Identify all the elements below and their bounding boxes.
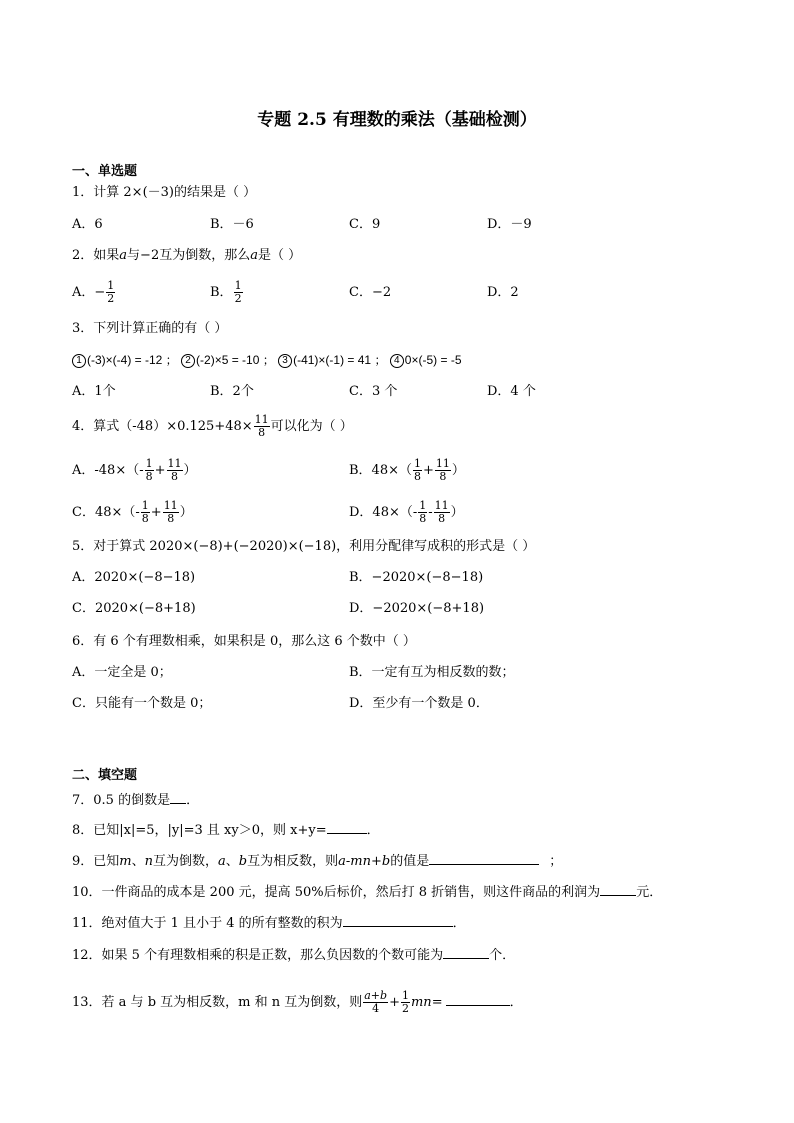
fraction-denominator: 8: [167, 512, 175, 525]
q13-text: 13．若 a 与 b 互为相反数，m 和 n 互为倒数，则: [72, 995, 363, 1010]
fraction: [141, 500, 150, 525]
q7-text: 7．0.5 的倒数是: [72, 793, 171, 808]
q5-option-b: B．−2020×(−8−18): [349, 570, 484, 585]
q13-plus: +: [389, 995, 400, 1010]
q9-text-mid1: 互为倒数，: [153, 854, 219, 869]
q5-option-d: D．−2020×(−8+18): [349, 601, 485, 616]
fraction: [418, 500, 427, 525]
q10: [72, 882, 662, 902]
q9-text-pre: 9．已知: [72, 854, 120, 869]
q10-end: 元．: [636, 885, 663, 900]
fraction-denominator: 4: [372, 1002, 380, 1015]
q2-stem-post: 是（ ）: [257, 248, 302, 263]
q6-option-a: A．一定全是 0；: [72, 665, 172, 680]
fraction-denominator: 2: [401, 1002, 409, 1015]
q13-fraction-half: [401, 990, 410, 1015]
q5-stem: 5．对于算式 2020×(−8)+(−2020)×(−18)，利用分配律写成积的形式是（ ）: [72, 539, 536, 554]
fraction-denominator: 8: [419, 512, 427, 525]
fraction: [413, 458, 422, 483]
q8-text: 8．已知|x|=5，|y|=3 且 xy＞0，则 x+y=: [72, 823, 327, 838]
q3-option-a: A．1个: [72, 384, 116, 399]
q12-text: 12．如果 5 个有理数相乘的积是正数，那么负因数的个数可能为: [72, 948, 444, 963]
q8-end: ．: [366, 823, 380, 838]
section-heading-single-choice: 一、单选题: [72, 164, 138, 179]
q1-stem: 1．计算 2×(－3)的结果是（ ）: [72, 185, 257, 200]
q2-var-a: a: [119, 248, 128, 263]
q12-end: 个．: [489, 948, 516, 963]
q1-option-a: A．6: [72, 217, 103, 232]
q13-mn: mn: [410, 995, 432, 1010]
q4-option-d-pre: D．48×（-: [349, 505, 418, 520]
q4-option-c-pre: C．48×（-: [72, 505, 140, 520]
q9-text-mid2: 互为相反数，则: [247, 854, 339, 869]
q4-option-d-post: ）: [450, 505, 464, 520]
q2-option-a-fraction: [106, 280, 115, 305]
q11: [72, 913, 466, 933]
circled-number-1: 1: [72, 354, 86, 368]
circled-number-4: 4: [390, 354, 404, 368]
q11-end: ．: [452, 916, 466, 931]
q4-option-b-pre: B．48×（: [349, 463, 412, 478]
q7: [72, 790, 199, 810]
page-title: 专题 2.5 有理数的乘法（基础检测）: [257, 110, 537, 130]
q10-answer-blank[interactable]: [600, 882, 636, 896]
fraction-denominator: 2: [107, 292, 115, 305]
q7-answer-blank[interactable]: [170, 790, 186, 804]
q3-expression-2: (-2)×5 = -10 ；: [196, 353, 275, 367]
q1-option-b: B．－6: [210, 217, 254, 232]
fraction-numerator: 1: [401, 989, 409, 1002]
q3-expression-1: (-3)×(-4) = -12 ；: [87, 353, 178, 367]
q8-answer-blank[interactable]: [327, 820, 367, 834]
fraction-numerator: 11: [254, 413, 269, 426]
q2-option-c: C．−2: [349, 285, 392, 300]
fraction-numerator: 1: [141, 499, 149, 512]
q6-option-c: C．只能有一个数是 0；: [72, 696, 212, 711]
fraction-denominator: 8: [439, 470, 447, 483]
q13-answer-blank[interactable]: [446, 992, 510, 1006]
fraction-denominator: 8: [171, 470, 179, 483]
q4-stem-post: 可以化为（ ）: [270, 419, 353, 434]
q2-stem-mid: 与−2互为倒数，那么: [127, 248, 251, 263]
q13-fraction-a-plus-b: [363, 990, 388, 1015]
q3-option-d: D．4 个: [487, 384, 536, 399]
q3-expression-4: 0×(-5) = -5: [404, 353, 462, 367]
q6-stem: 6．有 6 个有理数相乘，如果积是 0，那么这 6 个数中（ ）: [72, 634, 416, 649]
q9-var-a: a: [218, 854, 226, 869]
q7-end: ．: [186, 793, 200, 808]
q4-option-b-sep: +: [423, 463, 434, 478]
fraction-denominator: 8: [258, 426, 266, 439]
q9-answer-blank[interactable]: [429, 851, 539, 865]
fraction-denominator: 8: [414, 470, 421, 483]
fraction-numerator: 11: [167, 457, 182, 470]
q6-option-b: B．一定有互为相反数的数；: [349, 665, 515, 680]
fraction-numerator: 11: [434, 499, 449, 512]
q4-option-a-pre: A．-48×（-: [72, 463, 144, 478]
fraction-denominator: 8: [141, 512, 149, 525]
q9-end: ；: [549, 854, 563, 869]
q9-text-mid3: 的值是: [390, 854, 430, 869]
q2-option-b-label: B．: [210, 285, 233, 300]
fraction: [435, 458, 451, 483]
fraction-numerator: a+b: [364, 989, 388, 1002]
fraction: [163, 500, 179, 525]
q9-var-m: m: [119, 854, 132, 869]
q2-var-a-2: a: [250, 248, 258, 263]
circled-number-2: 2: [181, 354, 195, 368]
fraction-numerator: 1: [234, 279, 242, 292]
q2-stem-pre: 2．如果: [72, 248, 120, 263]
q3-option-b: B．2个: [210, 384, 254, 399]
q4-option-a: [72, 458, 197, 483]
q4-option-a-post: ）: [183, 463, 197, 478]
fraction-numerator: 1: [145, 457, 153, 470]
q4-option-d: [349, 500, 464, 525]
q3-option-c: C．3 个: [349, 384, 398, 399]
fraction-denominator: 2: [234, 292, 242, 305]
fraction: [145, 458, 154, 483]
q4-option-c-sep: +: [150, 505, 162, 520]
q4-option-c-post: ）: [179, 505, 193, 520]
q1-option-d: D．－9: [487, 217, 532, 232]
q9-sep: 、: [131, 854, 145, 869]
q4-stem: [72, 414, 353, 439]
q13-equals: =: [431, 995, 443, 1010]
q4-option-b: [349, 458, 465, 483]
fraction-numerator: 1: [419, 499, 427, 512]
q12-answer-blank[interactable]: [443, 945, 489, 959]
q2-option-a: [72, 280, 116, 305]
q6-option-d: D．至少有一个数是 0．: [349, 696, 489, 711]
q9: [72, 851, 562, 871]
q1-option-c: C．9: [349, 217, 381, 232]
q5-option-a: A．2020×(−8−18): [72, 570, 196, 585]
fraction-denominator: 8: [145, 470, 153, 483]
q13-end: ．: [509, 995, 523, 1010]
q9-var-b: b: [238, 854, 248, 869]
q8: [72, 820, 380, 840]
q12: [72, 945, 515, 965]
fraction-numerator: 11: [435, 457, 450, 470]
q4-option-b-post: ）: [451, 463, 465, 478]
q4-stem-pre: 4．算式（-48）×0.125+48×: [72, 419, 253, 434]
fraction-denominator: 8: [438, 512, 446, 525]
q4-option-c: [72, 500, 193, 525]
q5-option-c: C．2020×(−8+18): [72, 601, 196, 616]
fraction-numerator: 11: [163, 499, 178, 512]
q2-option-a-sign: −: [94, 285, 106, 300]
fraction: [167, 458, 183, 483]
q2-stem: [72, 247, 301, 265]
fraction-numerator: 1: [414, 457, 421, 470]
q2-option-a-label: A．: [72, 285, 95, 300]
q9-expression: a-mn+b: [338, 854, 391, 869]
q9-var-n: n: [144, 854, 153, 869]
fraction: [434, 500, 450, 525]
q13: [72, 990, 523, 1015]
q4-stem-fraction: [254, 414, 270, 439]
q11-text: 11．绝对值大于 1 且小于 4 的所有整数的积为: [72, 916, 343, 931]
q4-option-a-sep: +: [154, 463, 166, 478]
q2-option-d: D．2: [487, 285, 519, 300]
q11-answer-blank[interactable]: [343, 913, 453, 927]
q10-text: 10．一件商品的成本是 200 元，提高 50%后标价，然后打 8 折销售，则这件商品的利润为: [72, 885, 601, 900]
q3-stem: 3．下列计算正确的有（ ）: [72, 321, 228, 336]
fraction-numerator: 1: [107, 279, 115, 292]
q3-expressions: [72, 351, 462, 369]
q9-sep2: 、: [225, 854, 239, 869]
circled-number-3: 3: [278, 354, 292, 368]
section-heading-fill-blank: 二、填空题: [72, 768, 138, 783]
q3-expression-3: (-41)×(-1) = 41 ；: [293, 353, 387, 367]
q4-option-d-sep: -: [428, 505, 433, 520]
q2-option-b-fraction: [234, 280, 243, 305]
q2-option-b: [210, 280, 244, 305]
